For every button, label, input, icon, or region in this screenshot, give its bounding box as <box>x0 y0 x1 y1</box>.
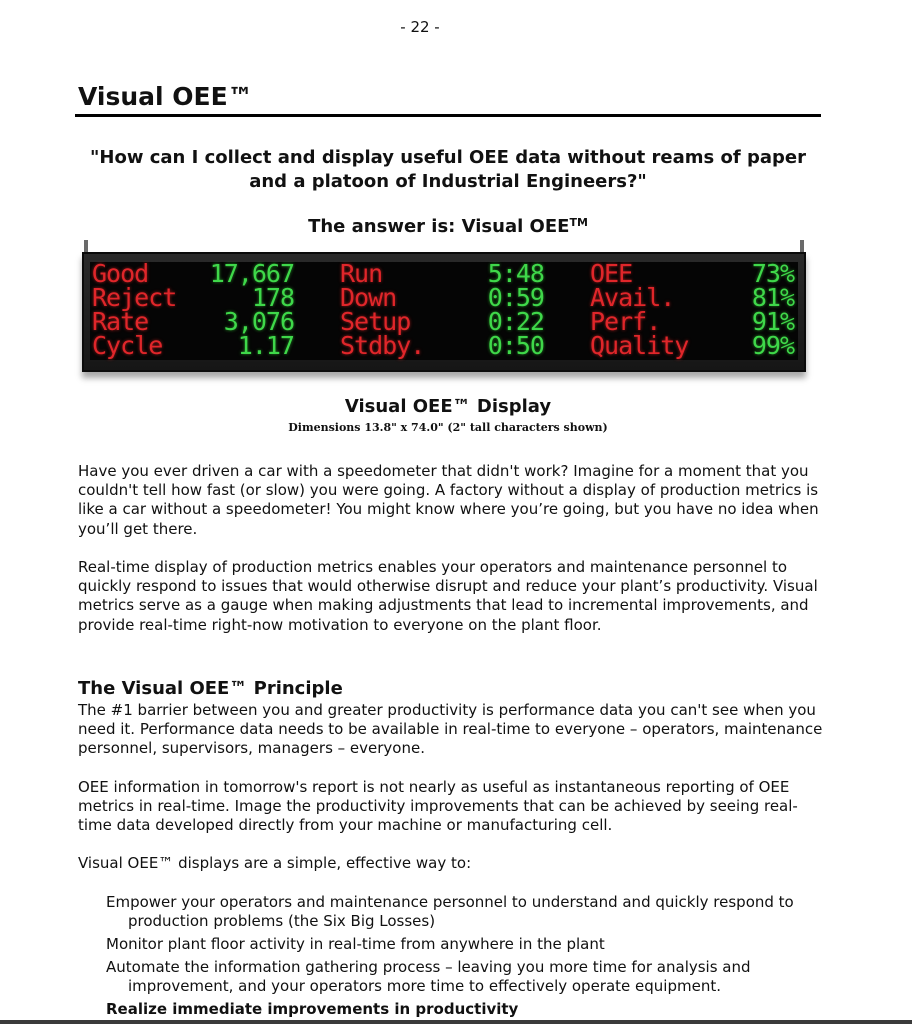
led-label-rate: Rate <box>92 307 149 336</box>
page-number: - 22 - <box>400 18 440 36</box>
paragraph-displays-intro: Visual OEE™ displays are a simple, effective way to: <box>78 854 472 872</box>
page-bottom-edge <box>0 1020 912 1024</box>
list-item: Automate the information gathering process – leaving you more time for analysis and improvement, and your operators more time to effectively operate equipment. <box>106 958 751 995</box>
led-label-good: Good <box>92 259 149 288</box>
section-title: Visual OEE™ <box>78 82 253 111</box>
led-value-down: 0:59 <box>487 283 544 312</box>
paragraph-oee-information: OEE information in tomorrow's report is not nearly as useful as instantaneous reporting of OEE metrics in real-time. Image the productivity improvements that can be achieved by seeing real-time data developed directly from your machine or manufacturing cell. <box>78 778 798 835</box>
led-row <box>90 331 798 360</box>
display-caption-title: Visual OEE™ Display <box>344 396 552 417</box>
visual-oee-display-board <box>82 240 806 380</box>
led-value-run: 5:48 <box>487 259 544 288</box>
led-label-performance: Perf. <box>590 307 661 336</box>
led-board-frame <box>82 252 806 372</box>
led-value-oee: 73% <box>751 259 794 288</box>
led-board-face <box>90 259 798 360</box>
led-row <box>90 307 798 336</box>
paragraph-barrier: The #1 barrier between you and greater productivity is performance data you can't see when you need it. Performance data needs to be available in real-time to everyone – operators, maintenance personnel, supervisors, managers – everyone. <box>78 701 823 758</box>
led-value-performance: 91% <box>751 307 794 336</box>
principle-heading: The Visual OEE™ Principle <box>78 678 343 699</box>
led-label-quality: Quality <box>590 331 689 360</box>
led-row <box>90 259 798 288</box>
led-value-cycle: 1.17 <box>237 331 294 360</box>
led-value-good: 17,667 <box>209 259 294 288</box>
led-value-setup: 0:22 <box>487 307 544 336</box>
answer-line <box>78 216 818 237</box>
led-value-reject: 178 <box>251 283 294 312</box>
quote-text: "How can I collect and display useful OEE data without reams of paper and a platoon of Industrial Engineers?" <box>90 147 806 192</box>
led-label-run: Run <box>340 259 383 288</box>
paragraph-real-time-display: Real-time display of production metrics enables your operators and maintenance personnel to quickly respond to issues that would otherwise disrupt and reduce your plant’s productivity. Visual metrics serve as a gauge when making adjustments that lead to incremental improvements, and provide real-time right-now motivation to everyone on the plant floor. <box>78 558 818 634</box>
list-item: Monitor plant floor activity in real-time from anywhere in the plant <box>106 935 605 953</box>
led-label-cycle: Cycle <box>92 331 163 360</box>
led-label-oee: OEE <box>590 259 633 288</box>
led-label-setup: Setup <box>340 307 411 336</box>
led-value-standby: 0:50 <box>487 331 544 360</box>
led-label-availability: Avail. <box>590 283 675 312</box>
led-row <box>90 283 798 312</box>
list-item: Realize immediate improvements in productivity <box>106 1000 519 1018</box>
led-value-quality: 99% <box>751 331 794 360</box>
led-label-down: Down <box>340 283 397 312</box>
led-label-reject: Reject <box>92 283 177 312</box>
display-caption-dimensions: Dimensions 13.8" x 74.0" (2" tall characters shown) <box>288 421 608 434</box>
benefits-list <box>106 893 826 1023</box>
led-value-availability: 81% <box>751 283 794 312</box>
answer-text: The answer is: Visual OEE <box>308 216 570 237</box>
list-item: Empower your operators and maintenance personnel to understand and quickly respond to production problems (the Six Big Losses) <box>106 893 794 930</box>
trademark-superscript: TM <box>569 216 588 229</box>
led-label-standby: Stdby. <box>340 331 425 360</box>
title-rule <box>75 114 821 117</box>
paragraph-speedometer: Have you ever driven a car with a speedometer that didn't work? Imagine for a moment that you couldn't tell how fast (or slow) you were going. A factory without a display of production metrics is like a car without a speedometer! You might know where you’re going, but you have no idea when you’ll get there. <box>78 462 819 538</box>
led-value-rate: 3,076 <box>223 307 294 336</box>
